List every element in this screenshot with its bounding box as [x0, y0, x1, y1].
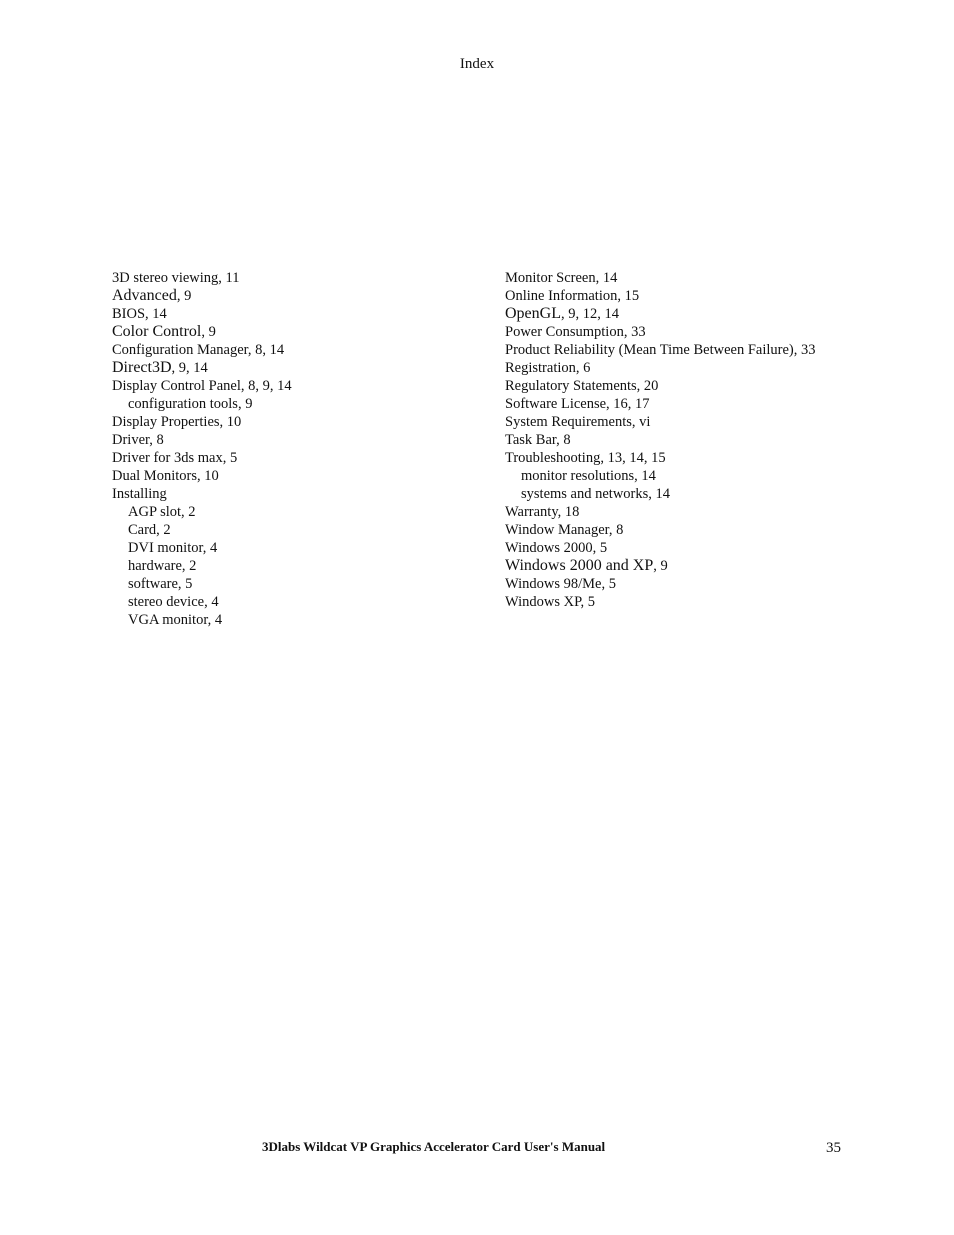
index-subentry [112, 539, 292, 557]
index-entry [112, 341, 292, 359]
index-term: Dual Monitors, 10 [112, 468, 219, 484]
index-page-refs: , 9 [653, 558, 668, 574]
index-subentry [112, 503, 292, 521]
index-entry [112, 287, 292, 305]
index-subentry [505, 485, 816, 503]
index-term: Windows XP, 5 [505, 594, 596, 610]
index-term: Display Control Panel, 8, 9, 14 [112, 378, 292, 394]
index-term: Software License, 16, 17 [505, 396, 650, 412]
index-entry [505, 269, 816, 287]
index-entry [505, 305, 816, 323]
index-term: Driver for 3ds max, 5 [112, 450, 238, 466]
index-term: OpenGL [505, 305, 561, 322]
index-term: Power Consumption, 33 [505, 324, 646, 340]
index-entry [505, 539, 816, 557]
index-entry [112, 359, 292, 377]
index-entry [505, 575, 816, 593]
index-entry [505, 395, 816, 413]
index-term: Monitor Screen, 14 [505, 270, 618, 286]
index-term: Online Information, 15 [505, 288, 640, 304]
index-term: BIOS, 14 [112, 306, 167, 322]
index-term: Configuration Manager, 8, 14 [112, 342, 285, 358]
index-subentry [112, 575, 292, 593]
index-page-refs: , 9, 12, 14 [560, 306, 619, 322]
index-subentry [112, 395, 292, 413]
footer-manual-title: 3Dlabs Wildcat VP Graphics Accelerator Card User's Manual [262, 1139, 606, 1154]
index-entry [505, 521, 816, 539]
page-number: 35 [826, 1140, 841, 1156]
index-term: Registration, 6 [505, 360, 591, 376]
index-entry [112, 467, 292, 485]
index-entry [505, 287, 816, 305]
index-page-refs: , 9 [201, 324, 216, 340]
index-entry [112, 269, 292, 287]
index-entry [505, 431, 816, 449]
index-term: DVI monitor, 4 [128, 540, 218, 556]
index-entry [112, 485, 292, 503]
index-entry [112, 323, 292, 341]
index-page-refs: , 9 [176, 288, 192, 304]
index-entry [112, 377, 292, 395]
index-entry [112, 449, 292, 467]
index-term: Color Control [112, 323, 202, 340]
index-term: Advanced [112, 287, 177, 304]
index-entry [112, 413, 292, 431]
index-term: Windows 2000 and XP [505, 557, 654, 574]
index-term: Direct3D [112, 359, 172, 376]
index-term: VGA monitor, 4 [128, 612, 223, 628]
index-term: systems and networks, 14 [521, 486, 671, 502]
index-term: stereo device, 4 [128, 594, 219, 610]
index-term: hardware, 2 [128, 558, 197, 574]
index-entry [505, 323, 816, 341]
index-entry [505, 413, 816, 431]
index-subentry [112, 521, 292, 539]
index-subentry [112, 593, 292, 611]
index-subentry [112, 557, 292, 575]
index-entry [505, 503, 816, 521]
index-term: Warranty, 18 [505, 504, 580, 520]
index-page-refs: , 9, 14 [171, 360, 208, 376]
index-term: Driver, 8 [112, 432, 164, 448]
index-entry [112, 431, 292, 449]
index-term: System Requirements, vi [505, 414, 651, 430]
index-entry [505, 377, 816, 395]
index-subentry [112, 611, 292, 629]
index-entry [505, 359, 816, 377]
index-term: Installing [112, 486, 167, 502]
index-term: Product Reliability (Mean Time Between Failure), 33 [505, 342, 816, 358]
index-column-right [505, 269, 816, 611]
index-term: Windows 98/Me, 5 [505, 576, 616, 592]
index-term: monitor resolutions, 14 [521, 468, 656, 484]
index-term: Card, 2 [128, 522, 171, 538]
index-entry [505, 341, 816, 359]
index-term: Task Bar, 8 [505, 432, 571, 448]
index-entry [505, 449, 816, 467]
index-term: Windows 2000, 5 [505, 540, 608, 556]
index-term: Regulatory Statements, 20 [505, 378, 659, 394]
index-entry [505, 557, 816, 575]
index-term: 3D stereo viewing, 11 [112, 270, 240, 286]
index-term: Troubleshooting, 13, 14, 15 [505, 450, 666, 466]
index-term: Display Properties, 10 [112, 414, 242, 430]
index-term: software, 5 [128, 576, 193, 592]
index-term: Window Manager, 8 [505, 522, 624, 538]
running-header: Index [459, 56, 495, 72]
index-entry [505, 593, 816, 611]
index-term: configuration tools, 9 [128, 396, 253, 412]
index-entry [112, 305, 292, 323]
index-column-left [112, 269, 292, 629]
index-term: AGP slot, 2 [128, 504, 196, 520]
index-subentry [505, 467, 816, 485]
